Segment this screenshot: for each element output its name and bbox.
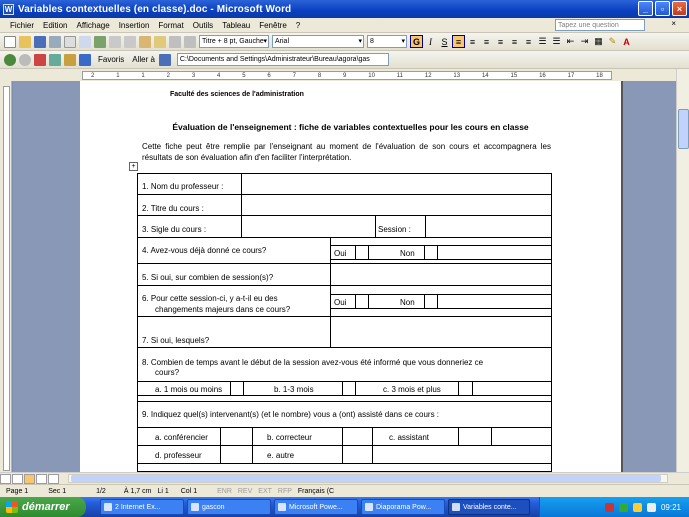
task-word-document[interactable]: Variables conte... xyxy=(448,499,530,515)
q6-label-line1: 6. Pour cette session-ci, y a-t-il eu des xyxy=(142,294,278,303)
ruler-mark: 2 xyxy=(166,72,170,79)
system-tray xyxy=(539,497,689,517)
new-document-icon[interactable] xyxy=(4,36,16,48)
forward-icon[interactable] xyxy=(19,54,31,66)
back-icon[interactable] xyxy=(4,54,16,66)
ruler-mark: 5 xyxy=(242,72,246,79)
ruler-mark: 18 xyxy=(596,72,603,79)
q1-label: 1. Nom du professeur : xyxy=(142,182,224,191)
task-powerpoint[interactable]: Microsoft Powe... xyxy=(274,499,358,515)
ruler-mark: 2 xyxy=(91,72,95,79)
menu-fenetre[interactable]: Fenêtre xyxy=(259,20,287,30)
favorites-menu[interactable]: Favoris xyxy=(98,55,125,64)
justify-icon[interactable]: ≡ xyxy=(497,36,504,47)
q6-non-label: Non xyxy=(400,298,415,307)
tray-icon-1[interactable] xyxy=(605,503,614,512)
menu-format[interactable]: Format xyxy=(158,20,184,30)
status-language: Français (C xyxy=(297,487,335,495)
ruler-mark: 15 xyxy=(510,72,518,79)
status-rfp[interactable]: RFP xyxy=(277,487,292,495)
q6-label-line2: changements majeurs dans ce cours? xyxy=(155,305,291,314)
menu-help[interactable]: ? xyxy=(295,20,301,30)
goto-menu[interactable]: Aller à xyxy=(132,55,155,64)
q4-non-label: Non xyxy=(400,249,415,258)
q8-label-line2: cours? xyxy=(155,368,180,377)
address-field[interactable]: C:\Documents and Settings\Administrateur\Bureau\agora\gas xyxy=(177,53,389,66)
start-button[interactable]: démarrer xyxy=(0,497,86,517)
table-move-handle-icon[interactable]: + xyxy=(129,162,138,171)
ruler-mark: 3 xyxy=(191,72,196,79)
status-rev[interactable]: REV xyxy=(237,487,253,495)
title-bar xyxy=(0,0,689,18)
ruler-mark: 11 xyxy=(396,72,404,79)
ruler-mark: 17 xyxy=(567,72,575,79)
align-center-icon[interactable]: ≡ xyxy=(469,36,476,47)
ruler-mark: 1 xyxy=(141,72,145,79)
clock: 09:21 xyxy=(660,502,681,512)
undo-icon[interactable] xyxy=(169,36,181,48)
ruler-mark: 6 xyxy=(267,72,271,79)
status-ext[interactable]: EXT xyxy=(258,487,272,495)
standard-toolbar xyxy=(0,33,689,51)
word-app-icon[interactable]: W xyxy=(4,4,13,14)
web-view-icon[interactable] xyxy=(12,474,23,484)
ruler-mark: 9 xyxy=(343,72,347,79)
q7-label: 7. Si oui, lesquels? xyxy=(142,336,210,345)
format-painter-icon[interactable] xyxy=(154,36,166,48)
q3-label: 3. Sigle du cours : xyxy=(142,225,207,234)
menu-edition[interactable]: Edition xyxy=(43,20,68,30)
cut-icon[interactable] xyxy=(109,36,121,48)
normal-view-icon[interactable] xyxy=(0,474,11,484)
italic-button[interactable]: I xyxy=(429,36,432,47)
q4-oui-label: Oui xyxy=(334,249,347,258)
q5-label: 5. Si oui, sur combien de session(s)? xyxy=(142,273,274,282)
decrease-indent-icon[interactable]: ⇤ xyxy=(566,36,575,46)
option-b-label: b. 1-3 mois xyxy=(274,385,314,394)
status-bar xyxy=(0,484,689,497)
align-right-icon[interactable]: ≡ xyxy=(483,36,490,47)
ruler-mark: 13 xyxy=(453,72,461,79)
spelling-icon[interactable] xyxy=(94,36,106,48)
taskbar xyxy=(0,497,689,517)
q6-oui-label: Oui xyxy=(334,298,347,307)
doc-close-icon[interactable]: × xyxy=(671,19,676,28)
font-size-select[interactable]: 8 ▾ xyxy=(367,35,407,48)
print-preview-icon[interactable] xyxy=(79,36,91,48)
bullets-icon[interactable]: ☰ xyxy=(552,36,561,46)
ruler-mark: 12 xyxy=(424,72,432,79)
task-diaporama[interactable]: Diaporama Pow... xyxy=(361,499,445,515)
document-title: Évaluation de l'enseignement : fiche de variables contextuelles pour les cours en classe xyxy=(172,122,529,132)
font-select[interactable]: Arial ▾ xyxy=(272,35,364,48)
status-line: Li 1 xyxy=(157,487,169,495)
open-folder-icon[interactable] xyxy=(19,36,31,48)
print-layout-icon[interactable] xyxy=(24,474,35,484)
document-area xyxy=(13,81,676,472)
search-web-icon[interactable] xyxy=(79,54,91,66)
menu-tableau[interactable]: Tableau xyxy=(222,20,251,30)
status-position: À 1,7 cm xyxy=(123,487,152,495)
ruler-mark: 4 xyxy=(217,72,221,79)
task-internet-explorer[interactable]: 2 Internet Ex... xyxy=(100,499,184,515)
q8-label-line1: 8. Combien de temps avant le début de la session avez-vous été informé que vous donneriez ce xyxy=(142,358,484,367)
horizontal-scrollbar[interactable] xyxy=(68,474,668,483)
menu-outils[interactable]: Outils xyxy=(192,20,214,30)
paste-icon[interactable] xyxy=(139,36,151,48)
underline-button[interactable]: S xyxy=(441,36,448,47)
vertical-ruler xyxy=(0,81,12,476)
menu-insertion[interactable]: Insertion xyxy=(118,20,150,30)
q4-label: 4. Avez-vous déjà donné ce cours? xyxy=(142,246,267,255)
intervenant-c-label: c. assistant xyxy=(389,433,430,442)
questionnaire-table xyxy=(80,81,621,472)
borders-icon[interactable]: ▦ xyxy=(594,36,603,46)
intervenant-a-label: a. conférencier xyxy=(155,433,208,442)
window-title: Variables contextuelles (en classe).doc - Microsoft Word xyxy=(18,3,292,15)
copy-icon[interactable] xyxy=(124,36,136,48)
intervenant-e-label: e. autre xyxy=(267,451,295,460)
save-icon[interactable] xyxy=(34,36,46,48)
web-toolbar xyxy=(0,51,689,69)
reading-view-icon[interactable] xyxy=(48,474,59,484)
ask-question-input[interactable]: Tapez une question xyxy=(555,19,645,31)
stop-icon[interactable] xyxy=(34,54,46,66)
ruler-mark: 7 xyxy=(292,72,296,79)
option-c-label: c. 3 mois et plus xyxy=(383,385,441,394)
tray-icon-4[interactable] xyxy=(647,503,656,512)
intro-paragraph: Cette fiche peut être remplie par l'enseignant au moment de l'évaluation de son cours et accompagnera les résultats de son évaluation afin d'en faciliter l'interprétation. xyxy=(142,142,551,162)
style-select[interactable]: Titre + 8 pt, Gauche ▾ xyxy=(199,35,269,48)
distributed-icon[interactable]: ≡ xyxy=(511,36,518,47)
refresh-icon[interactable] xyxy=(49,54,61,66)
faculty-header: Faculté des sciences de l'administration xyxy=(170,91,304,98)
intervenant-b-label: b. correcteur xyxy=(267,433,312,442)
q9-label: 9. Indiquez quel(s) intervenant(s) (et le nombre) vous a (ont) assisté dans ce cours : xyxy=(142,410,440,419)
view-buttons-and-hscroll xyxy=(0,472,689,484)
horizontal-ruler[interactable] xyxy=(0,69,689,81)
ruler-mark: 16 xyxy=(539,72,546,79)
tray-icon-2[interactable] xyxy=(619,503,628,512)
minimize-button[interactable]: _ xyxy=(638,1,653,16)
status-section: Sec 1 xyxy=(48,487,67,495)
intervenant-d-label: d. professeur xyxy=(155,451,202,460)
menu-affichage[interactable]: Affichage xyxy=(76,20,110,30)
redo-icon[interactable] xyxy=(184,36,196,48)
status-enr[interactable]: ENR xyxy=(217,487,232,495)
font-color-icon[interactable]: A xyxy=(623,36,630,47)
numbering-icon[interactable]: ☰ xyxy=(538,36,547,46)
menu-bar xyxy=(0,18,689,33)
q2-label: 2. Titre du cours : xyxy=(142,204,204,213)
show-only-web-toolbar-icon[interactable] xyxy=(159,54,171,66)
permission-icon[interactable] xyxy=(49,36,61,48)
ruler-mark: 10 xyxy=(368,72,375,79)
status-page: Page 1 xyxy=(6,487,29,495)
ruler-mark: 14 xyxy=(481,72,489,79)
document-page[interactable] xyxy=(80,81,621,472)
maximize-button[interactable]: ▫ xyxy=(655,1,670,16)
session-label: Session : xyxy=(378,225,411,234)
highlight-icon[interactable]: ✎ xyxy=(608,36,617,46)
bold-button[interactable]: G xyxy=(410,35,423,48)
vertical-scrollbar[interactable] xyxy=(676,69,689,472)
align-left-icon[interactable]: ≡ xyxy=(452,35,465,48)
status-pages: 1/2 xyxy=(96,487,106,495)
close-button[interactable]: × xyxy=(672,1,687,16)
print-icon[interactable] xyxy=(64,36,76,48)
menu-fichier[interactable]: Fichier xyxy=(10,20,35,30)
option-a-label: a. 1 mois ou moins xyxy=(155,385,223,394)
ruler-mark: 8 xyxy=(317,72,322,79)
increase-indent-icon[interactable]: ⇥ xyxy=(580,36,589,46)
home-icon[interactable] xyxy=(64,54,76,66)
line-spacing-icon[interactable]: ≡ xyxy=(525,36,532,47)
outline-view-icon[interactable] xyxy=(36,474,47,484)
status-column: Col 1 xyxy=(180,487,198,495)
task-gascon[interactable]: gascon xyxy=(187,499,271,515)
tray-icon-3[interactable] xyxy=(633,503,642,512)
ruler-mark: 1 xyxy=(116,72,120,79)
